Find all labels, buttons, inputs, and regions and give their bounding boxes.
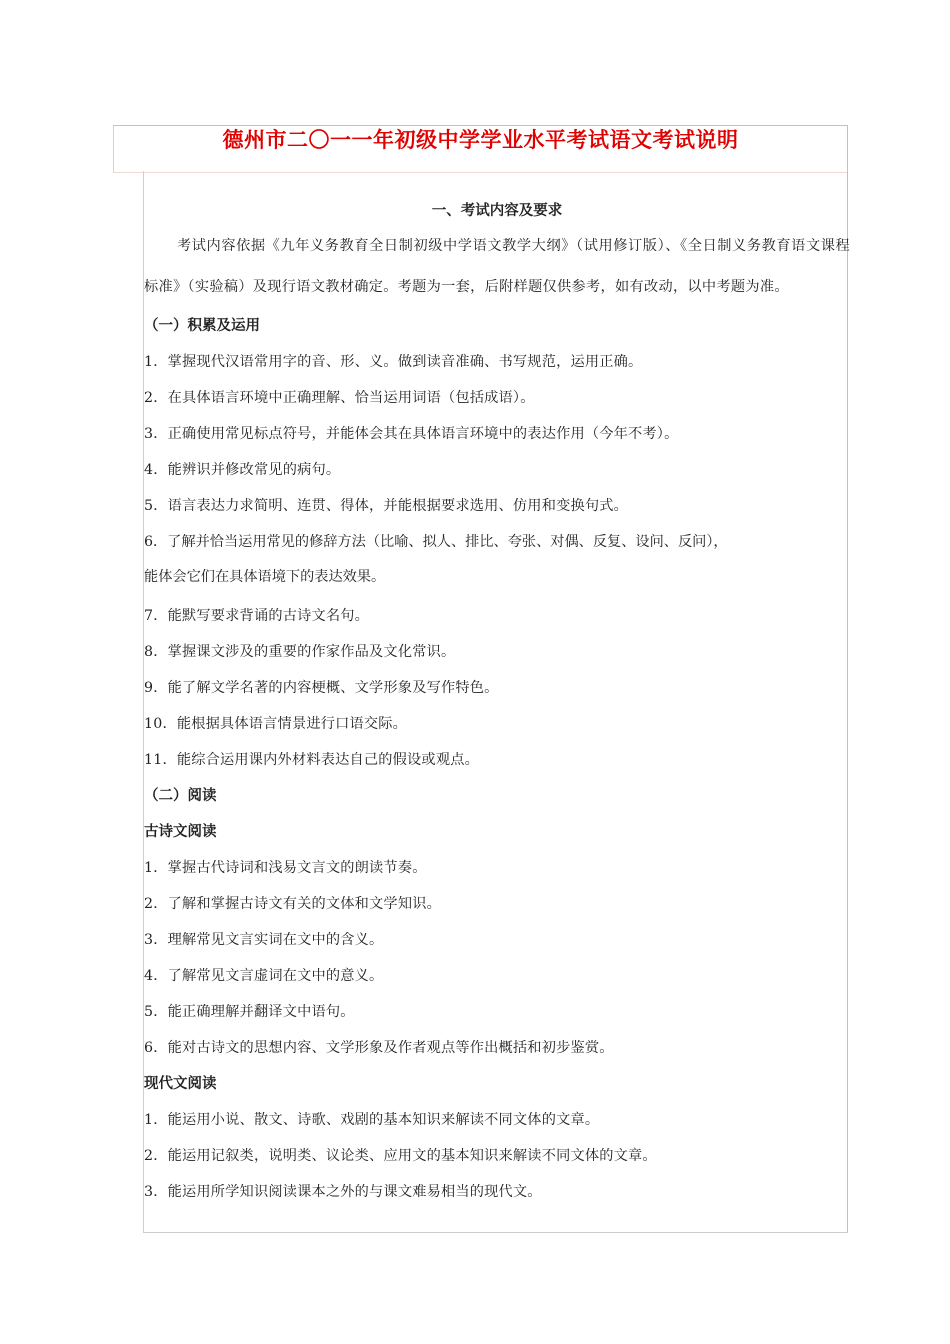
list-item-line: 6．了解并恰当运用常见的修辞方法（比喻、拟人、排比、夸张、对偶、反复、设问、反问）， <box>144 534 728 550</box>
modern-reading-list <box>144 1102 850 1210</box>
list-item: 4．了解常见文言虚词在文中的意义。 <box>144 968 384 984</box>
list-item: 1．能运用小说、散文、诗歌、戏剧的基本知识来解读不同文体的文章。 <box>144 1112 600 1128</box>
list-item: 4．能辨识并修改常见的病句。 <box>144 462 341 478</box>
list-item: 7．能默写要求背诵的古诗文名句。 <box>144 608 370 624</box>
document-title: 德州市二〇一一年初级中学学业水平考试语文考试说明 <box>222 128 739 152</box>
list-item: 9．能了解文学名著的内容梗概、文学形象及写作特色。 <box>144 680 499 696</box>
part1-list <box>144 344 850 778</box>
list-item: 5．能正确理解并翻译文中语句。 <box>144 1004 355 1020</box>
list-item: 6．能对古诗文的思想内容、文学形象及作者观点等作出概括和初步鉴赏。 <box>144 1040 614 1056</box>
list-item: 10．能根据具体语言情景进行口语交际。 <box>144 716 408 732</box>
list-item: 1．掌握古代诗词和浅易文言文的朗读节奏。 <box>144 860 427 876</box>
list-item-line: 能体会它们在具体语境下的表达效果。 <box>144 569 386 585</box>
list-item <box>144 524 850 594</box>
document-body <box>144 196 850 1210</box>
list-item: 8．掌握课文涉及的重要的作家作品及文化常识。 <box>144 644 456 660</box>
list-item: 5．语言表达力求简明、连贯、得体，并能根据要求选用、仿用和变换句式。 <box>144 498 629 514</box>
classical-reading-list <box>144 850 850 1066</box>
intro-paragraph: 考试内容依据《九年义务教育全日制初级中学语文教学大纲》（试用修订版）、《全日制义务教育语文课程标准》（实验稿）及现行语文教材确定。考题为一套，后附样题仅供参考，如有改动，以中考题为准。 <box>144 238 850 295</box>
list-item: 3．理解常见文言实词在文中的含义。 <box>144 932 384 948</box>
section-heading: 一、考试内容及要求 <box>431 203 563 219</box>
part1-heading: （一）积累及运用 <box>144 318 260 334</box>
list-item: 2．在具体语言环境中正确理解、恰当运用词语（包括成语）。 <box>144 390 535 406</box>
list-item: 3．正确使用常见标点符号，并能体会其在具体语言环境中的表达作用（今年不考）。 <box>144 426 679 442</box>
modern-reading-heading: 现代文阅读 <box>144 1076 217 1092</box>
classical-reading-heading: 古诗文阅读 <box>144 824 217 840</box>
list-item: 2．能运用记叙类，说明类、议论类、应用文的基本知识来解读不同文体的文章。 <box>144 1148 657 1164</box>
part2-heading: （二）阅读 <box>144 788 217 804</box>
list-item: 11．能综合运用课内外材料表达自己的假设或观点。 <box>144 752 479 768</box>
list-item: 1．掌握现代汉语常用字的音、形、义。做到读音准确、书写规范，运用正确。 <box>144 354 643 370</box>
list-item: 2．了解和掌握古诗文有关的文体和文学知识。 <box>144 896 441 912</box>
list-item: 3．能运用所学知识阅读课本之外的与课文难易相当的现代文。 <box>144 1184 542 1200</box>
